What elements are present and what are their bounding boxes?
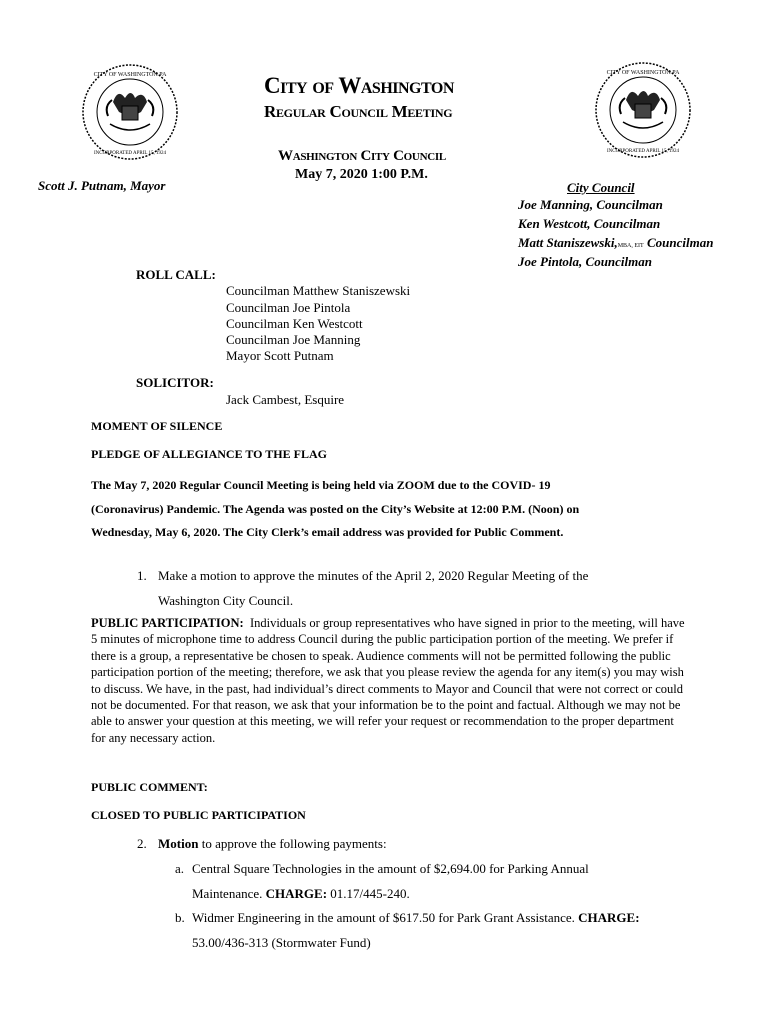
council-member: Joe Manning, Councilman [518,197,663,212]
seal-top-text: CITY OF WASHINGTON PA [93,72,167,78]
city-council-heading: City Council [567,180,635,195]
council-heading: Washington City Council [278,148,446,164]
roll-call-name: Mayor Scott Putnam [226,348,334,363]
item1-text: Washington City Council. [158,593,294,608]
city-seal-left [80,62,180,162]
zoom-notice-line: Wednesday, May 6, 2020. The City Clerk’s email address was provided for Public Comment. [91,525,564,539]
solicitor-name: Jack Cambest, Esquire [226,392,345,407]
payment-a-charge [192,886,410,902]
charge-code: 01.17/445-240. [327,886,410,901]
zoom-notice-line: (Coronavirus) Pandemic. The Agenda was posted on the City’s Website at 12:00 P.M. (Noon) on [91,502,580,516]
seal-bottom-text: INCORPORATED APRIL 15, 1924 [606,149,680,154]
charge-label: CHARGE: [265,886,328,901]
payment-a-text: Central Square Technologies in the amount of $2,694.00 for Parking Annual [192,861,589,876]
council-member-title: Councilman [646,235,714,250]
pledge-of-allegiance: PLEDGE OF ALLEGIANCE TO THE FLAG [91,447,327,461]
council-member: Joe Pintola, Councilman [518,254,652,269]
solicitor-label: SOLICITOR: [136,375,214,390]
seal-bottom-text: INCORPORATED APRIL 15, 1924 [93,151,167,156]
sub-item-letter: a. [175,861,185,876]
city-seal-right [593,60,693,160]
roll-call-name: Councilman Joe Pintola [226,300,351,315]
item2-text [158,836,387,852]
roll-call-name: Councilman Ken Westcott [226,316,363,331]
roll-call-name: Councilman Matthew Staniszewski [226,283,411,298]
motion-text: to approve the following payments: [198,836,387,851]
item-number: 2. [137,836,147,851]
payment-b-charge-code: 53.00/436-313 (Stormwater Fund) [192,935,371,950]
moment-of-silence: MOMENT OF SILENCE [91,419,223,433]
payment-a-text: Maintenance. [192,886,266,901]
closed-to-public-label: CLOSED TO PUBLIC PARTICIPATION [91,808,306,822]
seal-top-text: CITY OF WASHINGTON PA [606,70,680,76]
public-participation-paragraph [91,615,691,746]
public-participation-text: Individuals or group representatives who have signed in prior to the meeting, will have 5 minutes of microphone time to address Council during the public participation portion of the meeting. We prefer if there is a group, a representative be chosen to speak. Audience comments will not be permitted following the public participation portion of the meeting; therefore, we ask that you please review the agenda for any item(s) you may wish to discuss. We have, in the past, had individual’s direct comments to Mayor and Council that were not correct or could not be documented. For that reason, we ask that your information be to the point and factual. Although we may not be able to answer your question at this meeting, we will refer your request or recommendation to the proper department for any necessary action. [91,616,685,745]
roll-call-name: Councilman Joe Manning [226,332,361,347]
item1-text: Make a motion to approve the minutes of the April 2, 2020 Regular Meeting of the [158,568,589,583]
council-member [518,235,713,251]
council-member-name: Matt Staniszewski, [518,235,618,250]
council-member: Ken Westcott, Councilman [518,216,661,231]
public-participation-label: PUBLIC PARTICIPATION: [91,616,244,630]
roll-call-label: ROLL CALL: [136,267,216,282]
document-title: City of Washington [264,73,454,98]
motion-label: Motion [158,836,199,851]
document-subtitle: Regular Council Meeting [264,102,453,121]
public-comment-label: PUBLIC COMMENT: [91,780,208,794]
meeting-date: May 7, 2020 1:00 P.M. [295,167,428,182]
sub-item-letter: b. [175,910,185,925]
council-member-credentials: MBA, EIT [617,243,644,249]
mayor-name: Scott J. Putnam, Mayor [38,178,166,193]
payment-b-desc: Widmer Engineering in the amount of $617.50 for Park Grant Assistance. [192,910,579,925]
payment-b-text [192,910,640,926]
item-number: 1. [137,568,147,583]
charge-label: CHARGE: [578,910,640,925]
zoom-notice-line: The May 7, 2020 Regular Council Meeting is being held via ZOOM due to the COVID- 19 [91,478,551,492]
